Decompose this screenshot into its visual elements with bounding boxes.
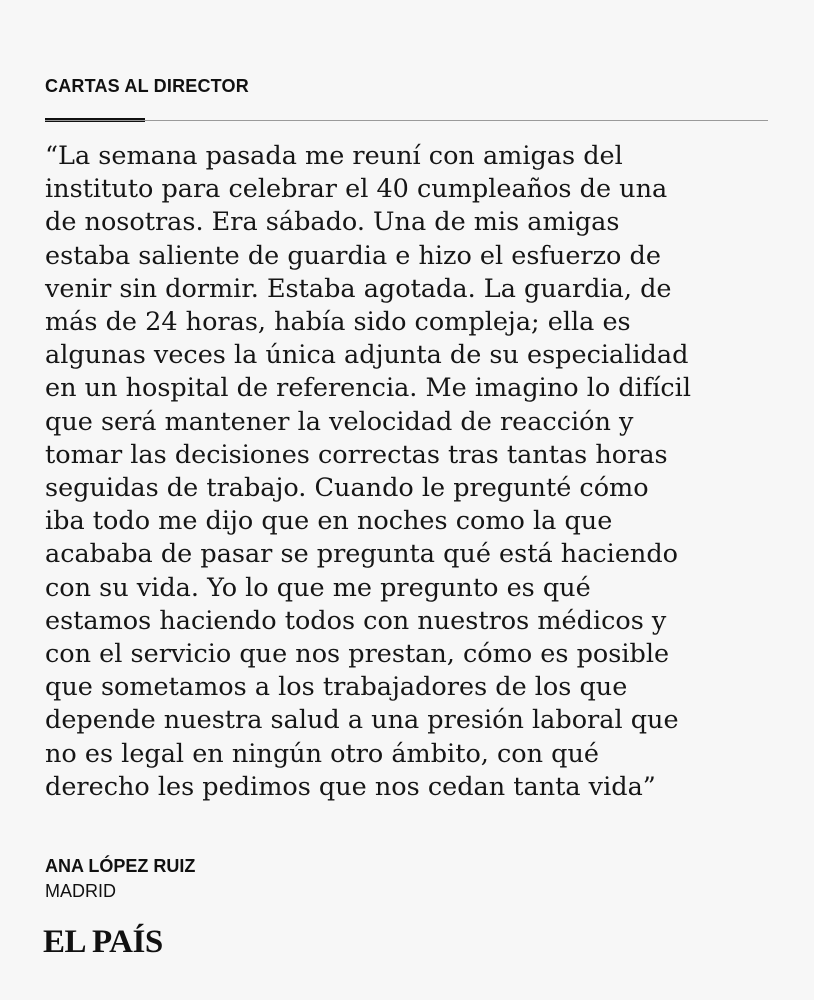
letter-line: instituto para celebrar el 40 cumpleaños de una <box>45 174 668 205</box>
letter-line: de nosotras. Era sábado. Una de mis amigas <box>45 207 620 238</box>
letter-line: que sometamos a los trabajadores de los que <box>45 672 628 703</box>
letter-line: en un hospital de referencia. Me imagino lo difícil <box>45 373 691 404</box>
letter-line: seguidas de trabajo. Cuando le pregunté cómo <box>45 473 649 504</box>
letter-line: iba todo me dijo que en noches como la que <box>45 506 613 537</box>
header-rule <box>45 120 768 121</box>
letter-line: más de 24 horas, había sido compleja; ella es <box>45 307 631 338</box>
section-label: CARTAS AL DIRECTOR <box>45 76 249 96</box>
el-pais-logo: EL PAÍS <box>43 924 163 960</box>
letter-line: estamos haciendo todos con nuestros médicos y <box>45 605 667 636</box>
letter-line: tomar las decisiones correctas tras tantas horas <box>45 439 668 470</box>
letter-line: depende nuestra salud a una presión laboral que <box>45 705 679 736</box>
letter-line: derecho les pedimos que nos cedan tanta vida” <box>45 771 656 802</box>
letter-line: con el servicio que nos prestan, cómo es posible <box>45 639 670 670</box>
letter-line: acababa de pasar se pregunta qué está haciendo <box>45 539 679 570</box>
letter-line: algunas veces la única adjunta de su especialidad <box>45 340 689 371</box>
letter-line: que será mantener la velocidad de reacción y <box>45 406 634 437</box>
letter-line: venir sin dormir. Estaba agotada. La guardia, de <box>45 273 672 304</box>
letter-line: no es legal en ningún otro ámbito, con qué <box>45 738 600 769</box>
letter-line: estaba saliente de guardia e hizo el esfuerzo de <box>45 240 661 271</box>
letter-body <box>45 140 775 804</box>
letter-line: con su vida. Yo lo que me pregunto es qué <box>45 572 591 603</box>
author-city: MADRID <box>45 881 116 901</box>
letter-line: “La semana pasada me reuní con amigas del <box>45 141 623 171</box>
author-name: ANA LÓPEZ RUIZ <box>45 856 196 876</box>
